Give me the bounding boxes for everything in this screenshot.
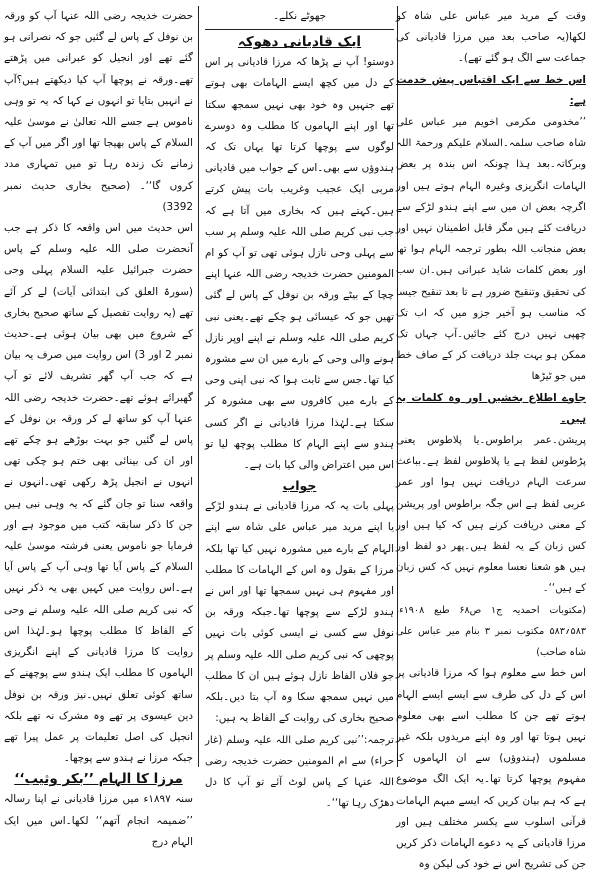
paragraph: دوستو! آپ نے پڑھا کہ مرزا قادیانی پر اس کے دل میں کچھ ایسے الہامات بھی ہوتے تھے جنہیں وہ خود بھی نہیں سمجھ سکتا تھا اور اپنے الہاموں کا مطلب وہ دوسرے لوگوں سے پوچھا کرتا تھا یہاں تک کہ ہندوؤں سے بھی۔اس کے جواب میں قادیانی مربی ایک عجیب وغریب بات پیش کرتے ہیں۔کہتے ہیں کہ بخاری میں آتا ہے کہ جب نبی کریم صلی اللہ علیہ وسلم پر سب سے پہلی وحی نازل ہوئی تھی تو آپ کو ام المومنین حضرت خدیجہ رضی اللہ عنہا اپنے چچا کے بیٹے ورقہ بن نوفل کے پاس لے گئی تھیں جو کہ عیسائی ہو چکے تھے۔یعنی نبی کریم صلی اللہ علیہ وسلم نے اپنے اوپر نازل ہونے والی وحی کے بارے میں ان سے مشورہ کیا تھا۔جس سے ثابت ہوا کہ نبی اپنی وحی کے بارے میں کافروں سے بھی مشورہ کر سکتا ہے۔لہٰذا مرزا قادیانی نے اگر کسی ہندو سے اپنے الہام کا مطلب پوچھ لیا تو اس میں اعتراض والی کیا بات ہے۔ [205, 56, 394, 472]
quote-paragraph: ترجمہ:’’نبی کریم صلی اللہ علیہ وسلم (غار حراء) سے ام المومنین حضرت خدیجہ رضی اللہ عنہا کے پاس لوٹ آئے تو آپ کا دل دھڑک رہا تھا‘‘۔ [205, 734, 394, 810]
section-heading: مرزا کا الہام ’’بکر وثیب‘‘ [14, 771, 183, 788]
section-divider [205, 29, 394, 30]
paragraph: اس حدیث میں اس واقعہ کا ذکر ہے جب آنحضرت صلی اللہ علیہ وسلم کے پاس حضرت جبرائیل علیہ السلام پہلی وحی (سورۃ العلق کی ابتدائی آیات) لے کر آئے تھے (یہ روایت تفصیل کے ساتھ صحیح بخاری کے شروع میں بھی بیان ہوئی ہے۔حدیث نمبر 2 اور 3) اس روایت میں صرف یہ بیان ہے کہ جب آپ گھر تشریف لائے تو آپ گھبرائے ہوئے تھے۔حضرت خدیجہ رضی اللہ عنہا آپ کو ساتھ لے کر ورقہ بن نوفل کے پاس لے گئیں جو بہت بوڑھے ہو چکے تھے اور ان کی بینائی بھی ختم ہو چکی تھی انہوں نے انجیل پڑھ رکھی تھی۔انہوں نے واقعہ سنا تو جان گئے کہ یہ وہی نبی ہیں جن کا ذکر سابقہ کتب میں موجود ہے اور فرمایا جو ناموس یعنی فرشتہ موسیٰ علیہ السلام کے پاس آیا تھا وہی آپ کے پاس آیا ہے۔اس روایت میں کہیں بھی یہ ذکر نہیں کہ نبی کریم صلی اللہ علیہ وسلم نے وحی کے الفاظ کا مطلب پوچھا ہو۔لہٰذا اس روایت کا مرزا قادیانی کے اپنے انگریزی الہاموں کا مطلب ایک ہندو سے پوچھنے کے ساتھ کوئی تعلق نہیں۔نیز ورقہ بن نوفل دین عیسوی پر تھے وہ مشرک نہ تھے بلکہ انجیل کی اصل تعلیمات پر عمل پیرا تھے جبکہ مرزا نے ہندو سے پوچھا۔ [4, 222, 194, 765]
middle-column [205, 6, 394, 810]
section-heading: جواب [282, 478, 317, 494]
paragraph: وقت کے مرید میر عباس علی شاہ کو لکھا(یہ صاحب بعد میں مرزا قادیانی کی جماعت سے الگ ہو گئے تھے)۔ [396, 10, 586, 65]
paragraph: سنہ ۱۸۹۷ء میں مرزا قادیانی نے اپنا رسالہ ’’ضمیمہ انجام آتھم‘‘ لکھا۔اس میں ایک الہام درج [4, 793, 194, 848]
paragraph: جھوٹے نکلے۔ [272, 10, 327, 22]
paragraph: جاوے اطلاع بخشیں اور وہ کلمات یہ ہیں۔ [396, 391, 586, 425]
paragraph: اس خط سے معلوم ہوا کہ مرزا قادیانی پر اس کے دل کی طرف سے ایسے ایسے الہام ہوتے تھے جن کا مطلب اسے بھی معلوم نہیں ہوتا تھا اور وہ اپنے مریدوں بلکہ غیر مسلموں (ہندوؤں) سے ان الہاموں کا مفہوم پوچھا کرتا تھا۔یہ ایک الگ موضوع ہے کہ ہم بیان کریں کہ ایسے مبہم الہامات قرآنی اسلوب سے یکسر مختلف ہیں اور مرزا قادیانی کے یہ دعوے الہامات ذکر کریں جن کی تشریح اس نے خود کی لیکن وہ [396, 667, 586, 871]
paragraph: اس خط سے ایک اقتباس پیش خدمت ہے: [396, 73, 586, 107]
citation: (مکتوبات احمدیہ ج۱ ص۶۸ طبع ۱۹۰۸ء، ۵۸۳؍۵۸۳ مکتوب نمبر ۳ بنام میر عباس علی شاہ صاحب) [396, 604, 587, 659]
quote-paragraph: ’’مخدومی مکرمی اخویم میر عباس علی شاہ صاحب سلمہ۔السلام علیکم ورحمۃ اللہ وبرکاتہ۔بعد ہذا چونکہ اس بندہ پر بعض الہامات انگریزی وغیرہ الہام ہوتے ہیں اور اگرچہ بعض ان میں سے اپنے ہندو لڑکے سے دریافت کئے ہیں مگر قابل اطمینان نہیں اور بعض منجانب اللہ بطور ترجمہ الہام ہوا تھا اور بعض کلمات شاید عبرانی ہیں۔ان سب کی تحقیق وتنقیح ضرور ہے تا بعد تنقیح جیسا کہ مناسب ہو آخیر جزو میں کہ اب تک چھپی نہیں درج کئے جائیں۔آپ جہاں تک ممکن ہو بہت جلد دریافت کر کے صاف خط میں جو ٹیڑھا [396, 117, 586, 383]
quote-paragraph: پریشن۔عمر براطوس۔یا پلاطوس یعنی پڑطوس لفظ ہے یا پلاطوس لفظ ہے۔بباعث سرعت الہام دریافت نہیں ہوا اور عمر عربی لفظ ہے اس جگہ براطوس اور پریشن کے معنی دریافت کرنے ہیں کہ کیا ہیں اور کس زبان کے یہ لفظ ہیں۔پھر دو لفظ اور ہیں ھو شعنا نعسا معلوم نہیں کہ کس زبان کے ہیں‘‘۔ [396, 435, 586, 595]
paragraph: پہلی بات یہ کہ مرزا قادیانی نے ہندو لڑکے یا اپنے مرید میر عباس علی شاہ سے اپنے الہام کے بارے میں مشورہ نہیں کیا تھا بلکہ مرزا کے بقول وہ اس کے الہامات کا مطلب اور مفہوم ہی نہیں سمجھا تھا اور اس نے ہندو لڑکے سے پوچھا تھا۔جبکہ ورقہ بن نوفل سے کسی نے ایسی کوئی بات نہیں پوچھی کہ نبی کریم صلی اللہ علیہ وسلم پر جو فلاں الفاظ نازل ہوئے ہیں ان کا مطلب میں نہیں سمجھ سکا وہ آپ بتا دیں۔بلکہ صحیح بخاری کی روایت کے الفاظ یہ ہیں: [205, 500, 394, 725]
left-column [4, 6, 194, 848]
section-heading: ایک قادیانی دھوکہ [237, 34, 362, 51]
paragraph: حضرت خدیجہ رضی اللہ عنہا آپ کو ورقہ بن نوفل کے پاس لے گئیں جو کہ نصرانی ہو گئے تھے اور انجیل کو عبرانی میں پڑھتے تھے۔ورقہ نے پوچھا آپ کیا دیکھتے ہیں؟آپ نے انہیں بتایا تو انہوں نے کہا کہ یہ تو وہی ناموس ہے جسے اللہ تعالیٰ نے موسیٰ علیہ السلام کے پاس بھیجا تھا اور اگر میں آپ کے زمانے تک زندہ رہا تو میں تمہاری مدد کروں گا‘‘۔ (صحیح بخاری حدیث نمبر 3392) [4, 10, 193, 213]
column-divider [198, 6, 199, 767]
right-column [396, 6, 587, 871]
